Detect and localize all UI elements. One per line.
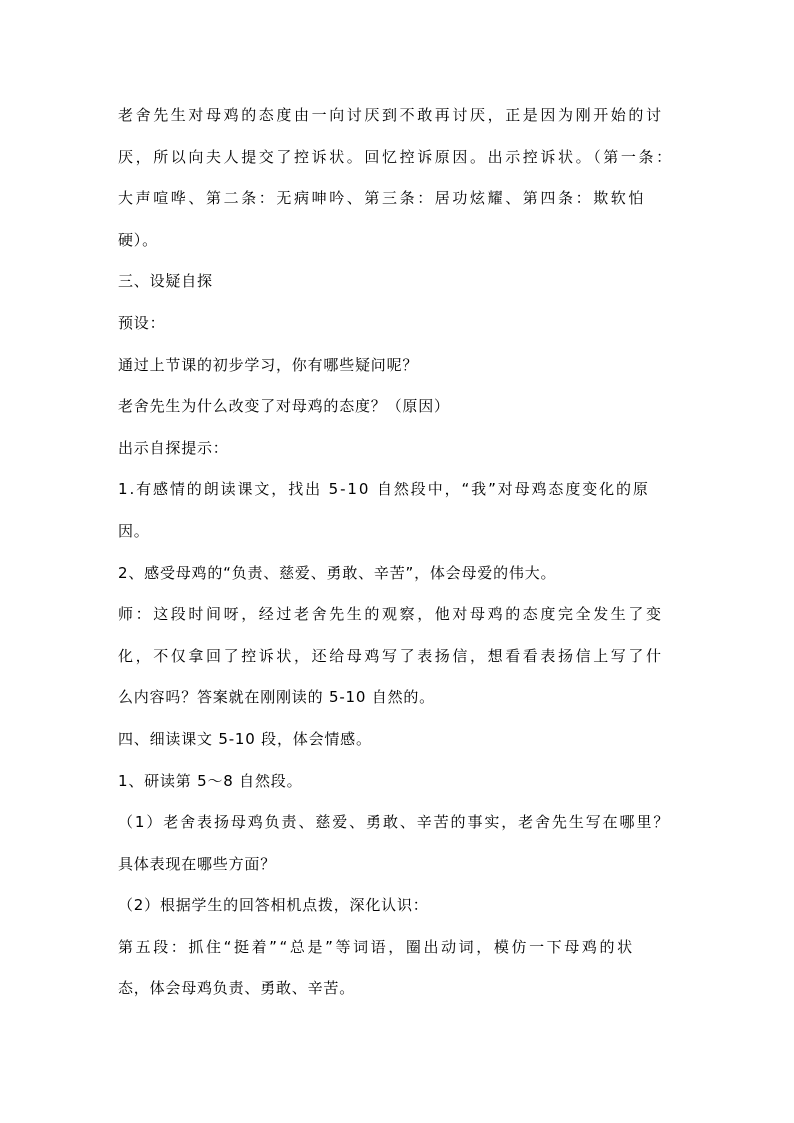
paragraph-line: 1、研读第 5～8 自然段。 (118, 771, 303, 790)
paragraph-line: 老舍先生对母鸡的态度由一向讨厌到不敢再讨厌，正是因为刚开始的讨 (118, 106, 664, 124)
paragraph-line: 预设： (118, 313, 166, 332)
paragraph-line: 师：这段时间呀，经过老舍先生的观察，他对母鸡的态度完全发生了变 (118, 605, 664, 624)
paragraph-line: 态，体会母鸡负责、勇敢、辛苦。 (118, 979, 356, 998)
paragraph-line: 么内容吗？答案就在刚刚读的 5-10 自然的。 (118, 688, 435, 707)
paragraph-line: 大声喧哗、第二条：无病呻吟、第三条：居功炫耀、第四条：欺软怕 (118, 189, 647, 208)
section-heading: 三、设疑自探 (118, 272, 213, 291)
paragraph-line: 具体表现在哪些方面？ (118, 854, 277, 873)
paragraph-line: 出示自探提示： (118, 438, 229, 457)
paragraph-line: （1）老舍表扬母鸡负责、慈爱、勇敢、辛苦的事实，老舍先生写在哪里？ (118, 813, 671, 832)
paragraph-line: 化，不仅拿回了控诉状，还给母鸡写了表扬信，想看看表扬信上写了什 (118, 646, 664, 665)
paragraph-line: 第五段：抓住“挺着”“总是”等词语，圈出动词，模仿一下母鸡的状 (118, 937, 635, 956)
paragraph-line: （2）根据学生的回答相机点拨，深化认识： (118, 896, 429, 915)
paragraph-line: 1.有感情的朗读课文，找出 5-10 自然段中，“我”对母鸡态度变化的原 (118, 480, 650, 499)
paragraph-line: 厌，所以向夫人提交了控诉状。回忆控诉原因。出示控诉状。（第一条： (118, 147, 674, 166)
section-heading: 四、细读课文 5-10 段，体会情感。 (118, 729, 372, 748)
paragraph-line: 通过上节课的初步学习，你有哪些疑问呢？ (118, 355, 419, 374)
paragraph-line: 因。 (118, 521, 150, 540)
paragraph-line: 2、感受母鸡的“负责、慈爱、勇敢、辛苦”，体会母爱的伟大。 (118, 563, 557, 582)
document-body (118, 97, 688, 1012)
paragraph-line: 硬）。 (118, 230, 158, 249)
paragraph-line: 老舍先生为什么改变了对母鸡的态度？（原因） (118, 397, 450, 416)
